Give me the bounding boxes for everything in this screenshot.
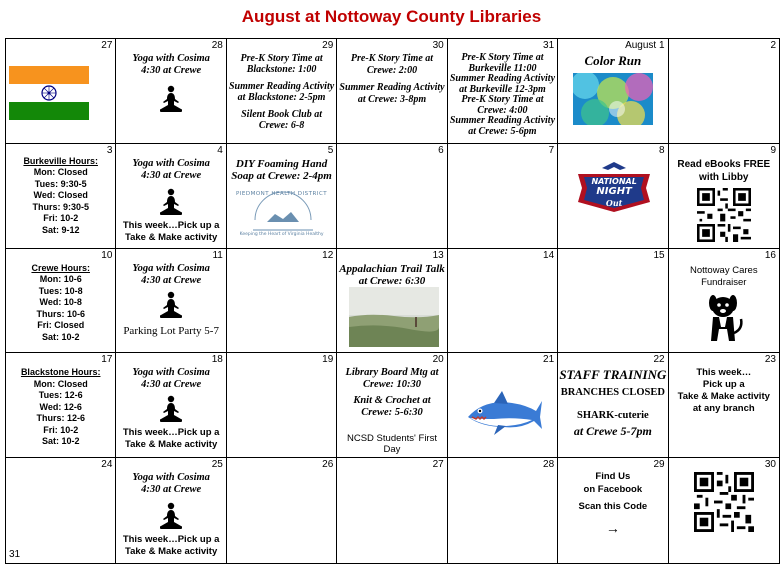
day-cell-jul-31 bbox=[448, 39, 558, 144]
event-list bbox=[227, 53, 336, 131]
event-text: Crewe: 2:00 bbox=[366, 64, 418, 76]
hours-line: Sat: 9-12 bbox=[41, 224, 80, 235]
day-number: 17 bbox=[101, 354, 113, 366]
yoga-time: 4:30 at Crewe bbox=[141, 379, 202, 391]
take-make-note bbox=[116, 220, 225, 244]
hours-line: Tues: 9:30-5 bbox=[34, 178, 87, 189]
day-cell-aug-12 bbox=[227, 249, 337, 354]
event-text: Pre-K Story Time at bbox=[240, 53, 323, 64]
branches-closed: BRANCHES CLOSED bbox=[560, 387, 665, 399]
day-cell-aug-26 bbox=[227, 458, 337, 563]
take-make-note bbox=[116, 427, 225, 451]
school-first-day: NCSD Students' First Day bbox=[347, 433, 437, 456]
day-number: 31 bbox=[543, 40, 555, 51]
hours-line: Wed: 12-6 bbox=[39, 401, 82, 412]
yoga-title: Yoga with Cosima bbox=[132, 157, 210, 169]
yoga-title: Yoga with Cosima bbox=[132, 53, 210, 64]
event-text: Crewe: 5-6:30 bbox=[361, 407, 423, 419]
yoga-icon bbox=[116, 395, 225, 423]
day-cell-aug-25 bbox=[116, 458, 226, 563]
hours-line: Thurs: 9:30-5 bbox=[32, 201, 89, 212]
event-list bbox=[227, 158, 336, 182]
day-number: 3 bbox=[106, 144, 113, 156]
event-list bbox=[337, 53, 446, 105]
day-number: 19 bbox=[322, 354, 334, 366]
day-cell-aug-4 bbox=[116, 144, 226, 249]
event-text: at Blackstone: 2-5pm bbox=[237, 92, 326, 103]
day-cell-aug-7 bbox=[448, 144, 558, 249]
facebook-line: on Facebook bbox=[583, 484, 643, 496]
event-text: at Crewe: 6:30 bbox=[358, 274, 426, 287]
day-number: 26 bbox=[322, 459, 334, 471]
day-number: 7 bbox=[548, 144, 555, 156]
day-number: 30 bbox=[432, 40, 444, 51]
yoga-event bbox=[116, 367, 225, 391]
day-number: 16 bbox=[764, 249, 776, 261]
nottoway-cares-note bbox=[669, 265, 779, 289]
day-number: 2 bbox=[770, 40, 776, 51]
day-cell-aug-13 bbox=[337, 249, 447, 354]
event-text: DIY Foaming Hand bbox=[235, 157, 328, 170]
event-text: Knit & Crochet at bbox=[353, 395, 431, 407]
day-number: 6 bbox=[438, 144, 444, 156]
hours-line: Wed: Closed bbox=[33, 190, 88, 201]
nottoway-cares-line: Fundraiser bbox=[701, 276, 747, 288]
day-number-31: 31 bbox=[9, 549, 21, 560]
day-cell-aug-16 bbox=[669, 249, 779, 354]
note-line: at any branch bbox=[692, 403, 755, 415]
day-cell-aug-20 bbox=[337, 353, 447, 458]
event-text: Crewe: 4:00 bbox=[477, 104, 528, 116]
libby-note bbox=[669, 158, 779, 184]
event-text: Blackstone: 1:00 bbox=[246, 64, 317, 75]
take-make-note bbox=[116, 534, 225, 558]
day-cell-jul-27 bbox=[6, 39, 116, 144]
day-number: 12 bbox=[322, 249, 334, 261]
day-number: 20 bbox=[432, 354, 444, 366]
yoga-title: Yoga with Cosima bbox=[132, 367, 210, 379]
day-number: 22 bbox=[653, 354, 665, 366]
libby-line: Read eBooks FREE bbox=[677, 158, 771, 170]
day-cell-jul-29 bbox=[227, 39, 337, 144]
take-make-line: Take & Make activity bbox=[125, 231, 218, 243]
yoga-title: Yoga with Cosima bbox=[132, 262, 210, 274]
day-cell-aug-11 bbox=[116, 249, 226, 354]
day-cell-aug-18 bbox=[116, 353, 226, 458]
take-make-branch-note bbox=[669, 367, 779, 415]
yoga-time: 4:30 at Crewe bbox=[141, 169, 202, 181]
yoga-icon bbox=[116, 502, 225, 530]
staff-training: STAFF TRAINING bbox=[559, 367, 667, 383]
hours-line: Sat: 10-2 bbox=[41, 436, 80, 447]
day-number: 8 bbox=[659, 144, 665, 156]
event-text: Soap at Crewe: 2-4pm bbox=[231, 169, 332, 182]
day-number: 27 bbox=[432, 459, 444, 471]
burkeville-hours bbox=[6, 156, 115, 237]
day-cell-aug-17 bbox=[6, 353, 116, 458]
hours-line: Fri: 10-2 bbox=[43, 213, 79, 224]
libby-line: with Libby bbox=[699, 171, 749, 183]
day-number: August 1 bbox=[625, 40, 665, 51]
day-cell-aug-21 bbox=[448, 353, 558, 458]
day-number: 14 bbox=[543, 249, 555, 261]
day-cell-aug-30 bbox=[669, 458, 779, 563]
hours-line: Mon: Closed bbox=[33, 378, 88, 389]
yoga-event bbox=[116, 158, 225, 182]
day-number: 29 bbox=[322, 40, 334, 51]
badge-out: Out bbox=[605, 197, 623, 208]
national-night-out-logo bbox=[574, 160, 654, 214]
facebook-note bbox=[558, 470, 667, 513]
day-cell-aug-8 bbox=[558, 144, 668, 249]
day-number: 10 bbox=[101, 249, 113, 261]
yoga-icon bbox=[116, 85, 225, 113]
day-number: 25 bbox=[211, 459, 223, 471]
parking-lot-party: Parking Lot Party 5-7 bbox=[123, 324, 219, 337]
yoga-icon bbox=[116, 291, 225, 319]
event-text: Pre-K Story Time at bbox=[461, 52, 544, 63]
day-cell-aug-19 bbox=[227, 353, 337, 458]
hours-line: Sat: 10-2 bbox=[41, 331, 80, 342]
note-line: This week… bbox=[696, 367, 752, 379]
day-cell-aug-24 bbox=[6, 458, 116, 563]
day-cell-aug-5 bbox=[227, 144, 337, 249]
color-run-image bbox=[573, 73, 653, 125]
event-text: Appalachian Trail Talk bbox=[339, 262, 445, 275]
hours-line: Mon: Closed bbox=[33, 167, 88, 178]
yoga-title: Yoga with Cosima bbox=[132, 472, 210, 484]
dog-icon bbox=[703, 293, 747, 349]
day-cell-jul-28 bbox=[116, 39, 226, 144]
day-number: 5 bbox=[327, 144, 334, 156]
piedmont-logo-tagline: Keeping the Heart of Virginia Healthy bbox=[239, 231, 324, 237]
yoga-icon bbox=[116, 188, 225, 216]
event-text: Pre-K Story Time at bbox=[461, 94, 544, 105]
day-cell-aug-6 bbox=[337, 144, 447, 249]
yoga-event bbox=[116, 53, 225, 77]
day-cell-aug-14 bbox=[448, 249, 558, 354]
shark-cuterie: SHARK-cuterie bbox=[576, 410, 649, 422]
facebook-line: Scan this Code bbox=[578, 501, 648, 513]
event-text: Summer Reading Activity bbox=[449, 73, 556, 84]
event-list bbox=[448, 53, 557, 137]
take-make-line: This week…Pick up a bbox=[122, 534, 220, 546]
take-make-line: Take & Make activity bbox=[125, 439, 218, 451]
appalachian-trail-photo bbox=[349, 287, 439, 347]
page-title: August at Nottoway County Libraries bbox=[241, 7, 542, 26]
hours-line: Wed: 10-8 bbox=[39, 297, 82, 308]
event-text: at Burkeville 12-3pm bbox=[459, 83, 546, 95]
day-number: 4 bbox=[217, 144, 223, 156]
day-cell-aug-3 bbox=[6, 144, 116, 249]
event-text: Crewe: 10:30 bbox=[362, 379, 422, 391]
day-cell-aug-10 bbox=[6, 249, 116, 354]
day-number: 9 bbox=[770, 144, 776, 156]
event-text: at Crewe: 5-6pm bbox=[468, 125, 537, 137]
day-cell-aug-1 bbox=[558, 39, 668, 144]
day-number: 24 bbox=[101, 459, 113, 471]
day-number: 29 bbox=[653, 459, 665, 471]
event-text: Pre-K Story Time at bbox=[350, 53, 434, 64]
day-cell-jul-30 bbox=[337, 39, 447, 144]
blackstone-hours bbox=[6, 367, 115, 448]
day-number: 18 bbox=[211, 354, 223, 366]
take-make-line: Take & Make activity bbox=[125, 546, 218, 558]
day-cell-aug-15 bbox=[558, 249, 668, 354]
day-cell-aug-27 bbox=[337, 458, 447, 563]
day-cell-aug-29 bbox=[558, 458, 668, 563]
take-make-line: This week…Pick up a bbox=[122, 427, 220, 439]
day-number: 28 bbox=[543, 459, 555, 471]
hours-heading: Blackstone Hours: bbox=[20, 367, 101, 378]
piedmont-logo-text: PIEDMONT HEALTH DISTRICT bbox=[235, 190, 328, 197]
day-number: 21 bbox=[543, 354, 555, 366]
hours-heading: Crewe Hours: bbox=[31, 262, 90, 273]
facebook-line: Find Us bbox=[595, 471, 631, 483]
hours-line: Fri: Closed bbox=[37, 320, 85, 331]
day-number: 13 bbox=[432, 249, 444, 261]
day-cell-aug-9 bbox=[669, 144, 779, 249]
shark-icon bbox=[464, 389, 544, 439]
yoga-time: 4:30 at Crewe bbox=[141, 274, 202, 286]
take-make-line: This week…Pick up a bbox=[122, 219, 220, 231]
arrow-right-icon: → bbox=[605, 520, 620, 537]
facebook-qr-code[interactable] bbox=[694, 472, 754, 532]
yoga-time: 4:30 at Crewe bbox=[141, 65, 202, 76]
calendar-grid bbox=[5, 38, 780, 564]
hours-line: Thurs: 10-6 bbox=[36, 308, 85, 319]
event-text: Library Board Mtg at bbox=[345, 367, 439, 379]
yoga-event bbox=[116, 263, 225, 287]
event-text: Summer Reading Activity bbox=[339, 82, 445, 93]
hours-line: Tues: 12-6 bbox=[38, 390, 83, 401]
hours-line: Mon: 10-6 bbox=[39, 274, 82, 285]
nottoway-cares-line: Nottoway Cares bbox=[689, 264, 758, 276]
day-number: 23 bbox=[764, 354, 776, 366]
yoga-time: 4:30 at Crewe bbox=[141, 484, 202, 496]
day-number: 11 bbox=[212, 249, 223, 261]
event-text: Crewe: 6-8 bbox=[258, 120, 305, 131]
crewe-hours bbox=[6, 263, 115, 344]
day-number: 28 bbox=[211, 40, 223, 51]
note-line: Pick up a bbox=[702, 379, 745, 391]
event-text: at Crewe: 3-8pm bbox=[357, 93, 427, 105]
day-number: 30 bbox=[764, 459, 776, 471]
yoga-event bbox=[116, 472, 225, 496]
event-list bbox=[337, 263, 446, 287]
day-number: 27 bbox=[101, 40, 113, 51]
badge-night: NIGHT bbox=[596, 185, 632, 197]
hours-line: Tues: 10-8 bbox=[38, 285, 83, 296]
libby-qr-code[interactable] bbox=[697, 188, 751, 242]
event-text: Summer Reading Activity bbox=[228, 81, 335, 92]
india-flag-image bbox=[9, 66, 89, 120]
badge-national: NATIONAL bbox=[591, 176, 637, 186]
hours-line: Fri: 10-2 bbox=[43, 424, 79, 435]
color-run-label: Color Run bbox=[584, 53, 642, 68]
event-list bbox=[337, 367, 446, 419]
event-text: Burkeville 11:00 bbox=[468, 62, 537, 74]
hours-line: Thurs: 12-6 bbox=[36, 413, 85, 424]
day-cell-aug-2 bbox=[669, 39, 779, 144]
day-number: 15 bbox=[653, 249, 665, 261]
shark-cuterie-time: at Crewe 5-7pm bbox=[573, 424, 652, 439]
day-cell-aug-23 bbox=[669, 353, 779, 458]
day-cell-aug-28 bbox=[448, 458, 558, 563]
note-line: Take & Make activity bbox=[677, 391, 770, 403]
day-cell-aug-22 bbox=[558, 353, 668, 458]
event-text: Silent Book Club at bbox=[241, 109, 322, 120]
hours-heading: Burkeville Hours: bbox=[23, 155, 98, 166]
event-text: Summer Reading Activity bbox=[449, 115, 556, 126]
